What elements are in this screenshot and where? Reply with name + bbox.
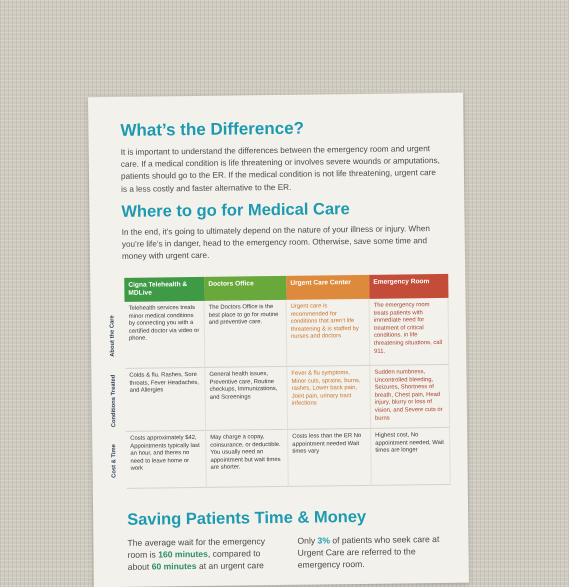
wait-text-post: at an urgent care [196, 560, 264, 571]
wait-text-pre: The average wait for the emergency room is [127, 536, 266, 560]
care-comparison-table [124, 274, 451, 489]
row-label-about [103, 302, 124, 369]
referral-highlight: 3% [317, 535, 330, 546]
row-label-about-text: About the Care [109, 314, 117, 357]
header-telehealth: Cigna Telehealth & MDLive [124, 277, 204, 302]
table-cell: General health issues, Preventive care, Routine checkups, Immunizations, and Screenings [205, 367, 288, 431]
table-cell: Costs approximately $42, Appointments typically last an hour, and theres no need to leave home or work [126, 431, 207, 489]
table-cell: Colds & flu. Rashes, Sore throats, Fever Headaches, and Allergies [125, 368, 206, 432]
row-label-cost-text: Cost & Time [111, 443, 118, 478]
table-cell: Urgent care is recommended for conditions that aren’t life threatening & is staffed by nurses and doctors [287, 299, 371, 367]
header-doctors-office: Doctors Office [204, 276, 286, 301]
heading-saving-patients: Saving Patients Time & Money [127, 507, 367, 529]
heading-where-to-go: Where to go for Medical Care [121, 200, 350, 221]
referral-text-post: of patients who seek care at Urgent Care are referred to the emergency room. [297, 534, 440, 570]
difference-paragraph: It is important to understand the differences between the emergency room and urgent care. If a medical condition is life threatening or involves severe wounds or amputations, patients should go to the ER. If the medical condition is not life threatening, urgent care is a less costly and faster alternative to the ER. [120, 144, 440, 194]
table-cell: Costs less than the ER No appointment needed Wait times vary [288, 429, 372, 487]
table-cell: The emergency room treats patients with immediate need for treatment of critical conditions. in life threatening situations, call 911. [369, 298, 449, 366]
heading-whats-the-difference: What’s the Difference? [120, 118, 305, 140]
table-cell: The Doctors Office is the best place to go for routine and preventive care. [205, 300, 288, 368]
header-emergency-room: Emergency Room [369, 274, 448, 299]
table-cell: Sudden numbness, Uncontrolled bleeding, Seizures, Shortness of breath, Chest pain, Head injury, blurry or loss of vision, and Severe cuts or burns [370, 365, 450, 429]
referral-text-pre: Only [297, 535, 318, 546]
table-cell: Highest cost, No appointment needed, Wait times are longer [371, 428, 451, 486]
referral-stat [297, 533, 447, 571]
table-cell: Fever & flu symptoms, Minor cuts, sprains, burns, rashes, Lower back pain, Joint pain, urinary tract infections [287, 366, 371, 430]
where-to-go-paragraph: In the end, it’s going to ultimately depend on the nature of your illness or injury. When you’re life’s in danger, head to the emergency room. Otherwise, save some time and money with urgent care. [121, 224, 430, 262]
flyer-page [88, 93, 469, 587]
row-label-cost [104, 432, 125, 489]
table-cell: May charge a copay, coinsurance, or deductible. You usually need an appointment but wait times are shorter. [206, 430, 289, 488]
table-cell: Telehealth services treats minor medical conditions by connecting you with a certified doctor via video or phone. [125, 301, 206, 369]
row-label-conditions [103, 369, 124, 432]
wait-text-mid: , compared to about [127, 548, 261, 572]
wait-highlight-er: 160 minutes [158, 548, 208, 560]
wait-time-stat [127, 535, 277, 573]
row-label-conditions-text: Conditions Treated [110, 374, 118, 427]
wait-highlight-urgent: 60 minutes [151, 560, 197, 572]
header-urgent-care: Urgent Care Center [286, 275, 369, 300]
